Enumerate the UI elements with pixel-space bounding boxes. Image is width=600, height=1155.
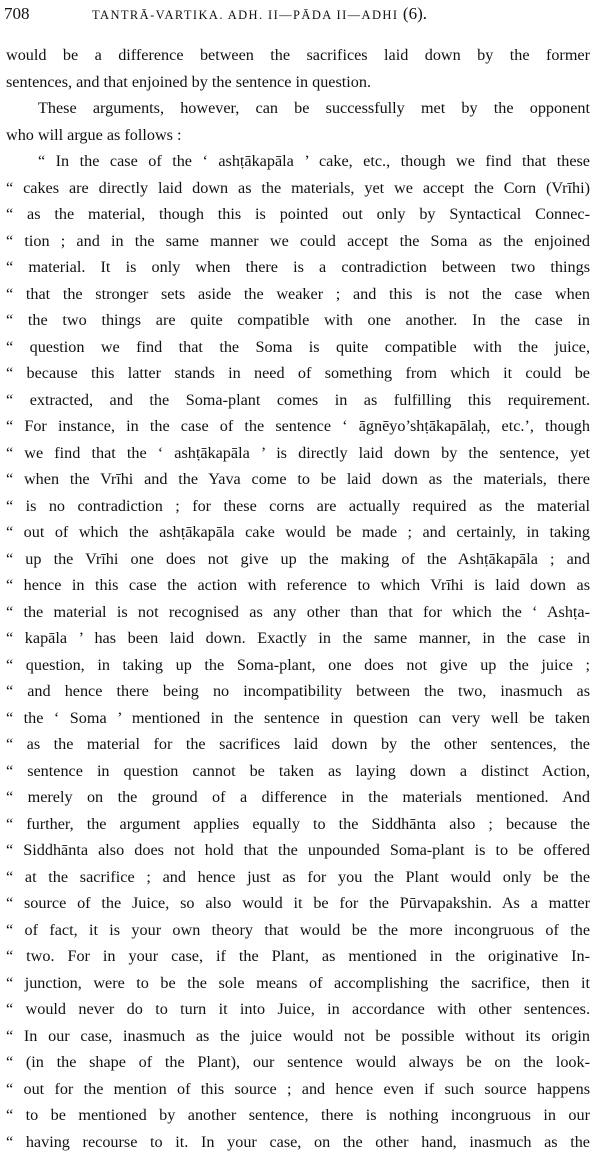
text-line: “ as the material for the sacrifices laid down by the other sentences, the [6, 735, 590, 753]
text-line: “ and hence there being no incompatibility between the two, inasmuch as [6, 682, 590, 700]
text-line: “ kapāla ’ has been laid down. Exactly in the same manner, in the case in [6, 629, 590, 647]
text-line: “ the two things are quite compatible with one another. In the case in [6, 311, 590, 329]
text-line: who will argue as follows : [6, 125, 182, 144]
text-line: “ (in the shape of the Plant), our sentence would always be on the look- [6, 1053, 590, 1071]
text-line: “ at the sacrifice ; and hence just as for you the Plant would only be the [6, 867, 590, 886]
text-line: “ In the case of the ‘ ashṭākapāla ’ cake, etc., though we find that these [38, 152, 590, 170]
text-line: sentences, and that enjoined by the sentence in question. [6, 72, 372, 91]
page-header [4, 3, 590, 25]
running-title-text: TANTRĀ-VARTIKA. ADH. II—PĀDA II—ADHI [92, 8, 399, 22]
text-line: “ junction, were to be the sole means of accomplishing the sacrifice, then it [6, 973, 590, 992]
text-line: “ cakes are directly laid down as the materials, yet we accept the Corn (Vrīhi) [6, 178, 590, 197]
running-title [92, 3, 427, 26]
text-line: “ two. For in your case, if the Plant, as mentioned in the originative In- [6, 947, 590, 965]
text-line: “ is no contradiction ; for these corns are actually required as the material [6, 496, 590, 515]
text-line: “ the ‘ Soma ’ mentioned in the sentence in question can very well be taken [6, 708, 590, 727]
text-line: “ source of the Juice, so also would it be for the Pūrvapakshin. As a matter [6, 894, 590, 912]
text-line: “ extracted, and the Soma-plant comes in as fulfilling this requirement. [6, 390, 590, 409]
text-line: “ up the Vrīhi one does not give up the making of the Ashṭākapāla ; and [6, 549, 590, 568]
text-line: “ further, the argument applies equally to the Siddhānta also ; because the [6, 814, 590, 833]
text-line: “ question we find that the Soma is quite compatible with the juice, [6, 337, 590, 356]
text-line: “ the material is not recognised as any other than that for which the ‘ Ashṭa- [6, 602, 590, 621]
text-line: “ because this latter stands in need of something from which it could be [6, 364, 590, 382]
text-line: “ For instance, in the case of the sentence ‘ āgnēyo’shṭākapālaḥ, etc.’, though [6, 417, 590, 435]
text-line: “ question, in taking up the Soma-plant, one does not give up the juice ; [6, 655, 590, 674]
text-line: “ having recourse to it. In your case, on the other hand, inasmuch as the [6, 1132, 590, 1151]
text-line: “ to be mentioned by another sentence, there is nothing incongruous in our [6, 1106, 590, 1124]
text-line: “ tion ; and in the same manner we could accept the Soma as the enjoined [6, 231, 590, 250]
text-line: These arguments, however, can be successfully met by the opponent [38, 99, 590, 117]
page-number: 708 [4, 4, 30, 23]
text-line: “ that the stronger sets aside the weaker ; and this is not the case when [6, 284, 590, 303]
text-line: “ when the Vrīhi and the Yava come to be laid down as the materials, there [6, 470, 590, 488]
text-line: “ merely on the ground of a difference in the materials mentioned. And [6, 788, 590, 806]
text-line: would be a difference between the sacrifices laid down by the former [6, 46, 590, 64]
section-number: (6). [402, 4, 427, 23]
text-line: “ out for the mention of this source ; and hence even if such source happens [6, 1079, 590, 1098]
text-line: “ In our case, inasmuch as the juice would not be possible without its origin [6, 1026, 590, 1045]
text-line: “ of fact, it is your own theory that would be the more incongruous of the [6, 920, 590, 939]
text-line: “ sentence in question cannot be taken as laying down a distinct Action, [6, 761, 590, 780]
text-line: “ material. It is only when there is a contradiction between two things [6, 258, 590, 276]
text-line: “ we find that the ‘ ashṭākapāla ’ is directly laid down by the sentence, yet [6, 443, 590, 462]
text-line: “ out of which the ashṭākapāla cake would be made ; and certainly, in taking [6, 523, 590, 541]
text-line: “ would never do to turn it into Juice, in accordance with other sentences. [6, 1000, 590, 1018]
text-line: “ Siddhānta also does not hold that the unpounded Soma-plant is to be offered [6, 841, 590, 859]
text-line: “ as the material, though this is pointed out only by Syntactical Connec- [6, 205, 590, 223]
text-line: “ hence in this case the action with reference to which Vrīhi is laid down as [6, 576, 590, 594]
